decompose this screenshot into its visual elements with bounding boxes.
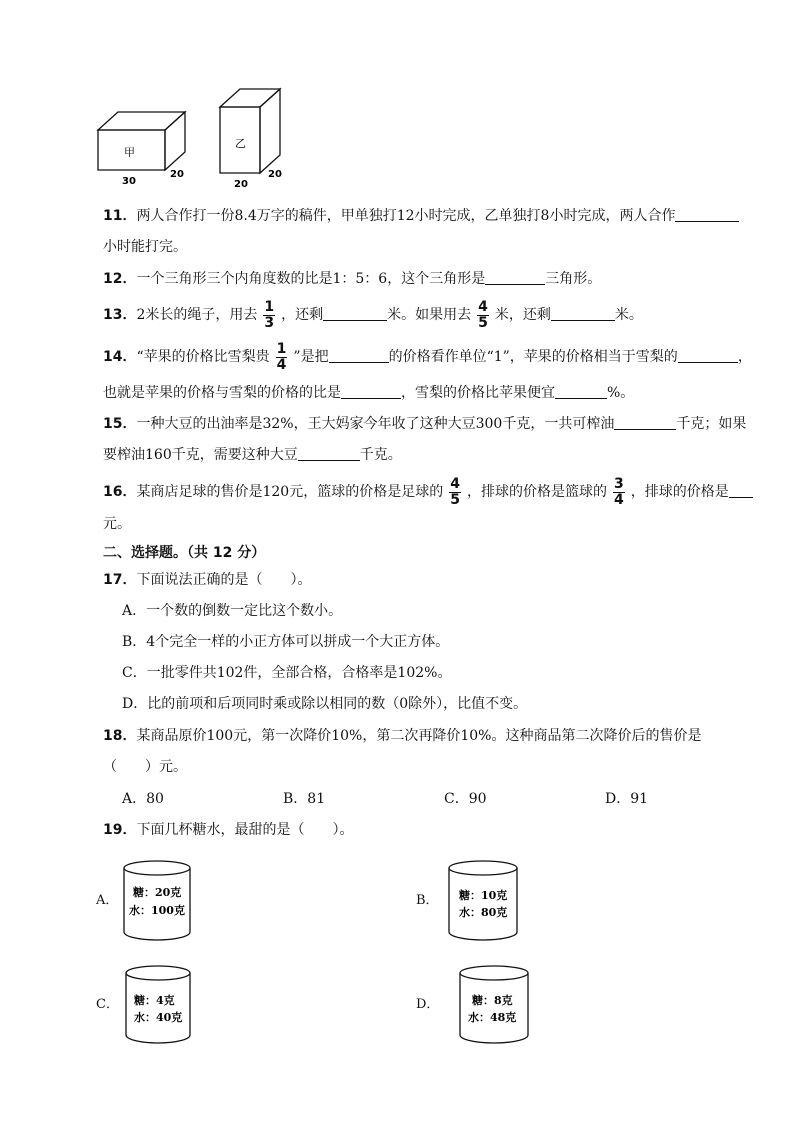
option-b[interactable]: B．81	[283, 791, 326, 807]
fraction: $\frac{1}{3}$	[264, 298, 275, 331]
option-d[interactable]: D．91	[605, 791, 649, 807]
question-16-cont: 元。	[103, 516, 131, 532]
question-11-cont: 小时能打完。	[103, 239, 187, 255]
answer-blank[interactable]	[675, 207, 739, 222]
box-b-label: 乙	[235, 137, 246, 150]
question-number: 16．	[103, 484, 137, 500]
fraction: $\frac{4}{5}$	[450, 475, 460, 508]
option-d-label[interactable]: D．	[416, 997, 440, 1012]
question-number: 19．	[103, 822, 137, 838]
box-a-label: 甲	[124, 146, 135, 159]
option-b-label[interactable]: B．	[416, 893, 439, 908]
cup-a[interactable]	[120, 858, 194, 944]
question-number: 13．	[103, 307, 137, 323]
question-number: 18．	[103, 728, 137, 744]
answer-blank[interactable]	[329, 348, 389, 363]
question-number: 17．	[103, 572, 137, 588]
answer-blank[interactable]	[485, 270, 545, 285]
cuboid-figure	[90, 85, 290, 190]
question-14: 14．“苹果的价格比雪梨贵 $\frac{1}{4}$ ”是把 的价格看作单位“1”，苹果的价格相当于雪梨的 ，	[103, 340, 752, 373]
option-c[interactable]: C．90	[444, 791, 487, 807]
cup-water: 水：80克	[459, 906, 508, 919]
question-number: 11．	[103, 208, 137, 224]
cup-water: 水：100克	[129, 904, 185, 917]
question-15: 15．一种大豆的出油率是32%，王大妈家今年收了这种大豆300千克，一共可榨油 千克；如果	[103, 416, 747, 432]
answer-blank[interactable]	[323, 306, 387, 321]
option-b[interactable]: B．4个完全一样的小正方体可以拼成一个大正方体。	[122, 634, 450, 650]
cup-water: 水：40克	[134, 1011, 183, 1024]
cup-b[interactable]	[445, 858, 521, 944]
box-b-length: 20	[234, 179, 248, 190]
question-18-cont: （ ）元。	[103, 759, 187, 775]
fraction: $\frac{1}{4}$	[276, 340, 287, 373]
answer-blank[interactable]	[551, 306, 615, 321]
answer-blank[interactable]	[729, 483, 753, 498]
cup-sugar: 糖：20克	[133, 886, 182, 899]
cup-sugar: 糖：8克	[472, 994, 513, 1007]
fraction: $\frac{4}{5}$	[478, 298, 488, 331]
question-number: 12．	[103, 271, 137, 287]
question-17: 17．下面说法正确的是（ ）。	[103, 572, 312, 588]
answer-blank[interactable]	[614, 415, 676, 430]
question-18: 18．某商品原价100元，第一次降价10%，第二次再降价10%。这种商品第二次降价后的售价是	[103, 728, 702, 744]
question-11: 11．两人合作打一份8.4万字的稿件，甲单独打12小时完成，乙单独打8小时完成，两人合作	[103, 206, 739, 226]
answer-blank[interactable]	[341, 384, 401, 399]
option-c-label[interactable]: C．	[96, 997, 119, 1012]
answer-blank[interactable]	[298, 446, 360, 461]
box-a-length: 30	[122, 176, 136, 187]
question-14-cont: 也就是苹果的价格与雪梨的价格的比是 ，雪梨的价格比苹果便宜 %。	[103, 385, 635, 401]
box-b-depth: 20	[268, 169, 282, 180]
question-19: 19．下面几杯糖水，最甜的是（ ）。	[103, 822, 354, 838]
question-13: 13．2米长的绳子，用去 $\frac{1}{3}$ ，还剩 米。如果用去 $\frac{4}{5}$ 米，还剩 米。	[103, 298, 643, 331]
option-a[interactable]: A．80	[122, 791, 164, 807]
box-a-depth: 20	[170, 169, 184, 180]
question-12: 12．一个三角形三个内角度数的比是1：5：6，这个三角形是 三角形。	[103, 271, 602, 287]
option-a[interactable]: A．一个数的倒数一定比这个数小。	[122, 603, 343, 619]
cup-sugar: 糖：4克	[134, 994, 175, 1007]
question-16: 16．某商店足球的售价是120元，篮球的价格是足球的 $\frac{4}{5}$ ，排球的价格是篮球的 $\frac{3}{4}$ ，排球的价格是	[103, 472, 753, 512]
section-title: 二、选择题。（共 12 分）	[103, 545, 266, 561]
answer-blank[interactable]	[555, 384, 607, 399]
question-number: 14．	[103, 349, 137, 365]
cup-sugar: 糖：10克	[459, 889, 508, 902]
question-number: 15．	[103, 416, 137, 432]
option-d[interactable]: D．比的前项和后项同时乘或除以相同的数（0除外），比值不变。	[122, 696, 528, 712]
answer-blank[interactable]	[678, 348, 738, 363]
option-a-label[interactable]: A．	[96, 893, 119, 908]
cup-water: 水：48克	[468, 1011, 517, 1024]
fraction: $\frac{3}{4}$	[613, 475, 624, 508]
cup-d[interactable]	[456, 963, 532, 1047]
cup-c[interactable]	[122, 963, 194, 1047]
question-15-cont: 要榨油160千克，需要这种大豆 千克。	[103, 447, 402, 463]
option-c[interactable]: C．一批零件共102件，全部合格，合格率是102%。	[122, 665, 452, 681]
